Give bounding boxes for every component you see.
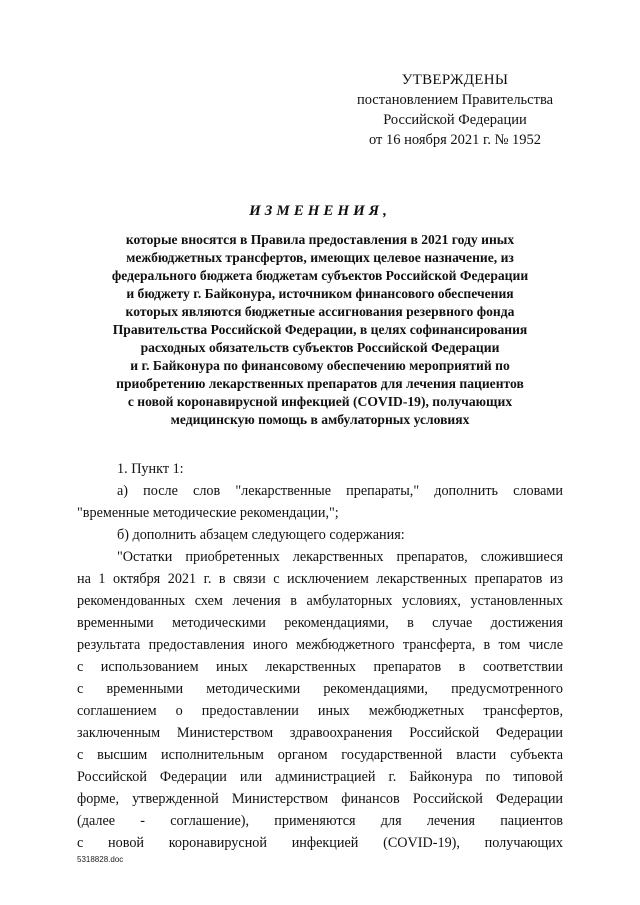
body-line: соглашением о предоставлении иных межбюджетных трансфертов, <box>77 703 563 719</box>
body-line: "временные методические рекомендации,"; <box>77 505 339 521</box>
approval-line-3: Российской Федерации <box>383 112 527 128</box>
subtitle-line: межбюджетных трансфертов, имеющих целевое назначение, из <box>126 250 514 265</box>
approval-date-number: от 16 ноября 2021 г. № 1952 <box>368 132 542 148</box>
body-line: с высшим исполнительным органом государственной власти субъекта <box>77 747 563 763</box>
body-line: Российской Федерации или администрацией г. Байконура по типовой <box>77 769 563 785</box>
body-line: заключенным Министерством здравоохранения Российской Федерации <box>77 725 563 741</box>
body-line: а) после слов "лекарственные препараты," дополнить словами <box>117 483 563 499</box>
body-line: результата предоставления иного межбюджетного трансферта, в том числе <box>77 637 563 653</box>
document-subtitle <box>70 231 570 429</box>
document-title: ИЗМЕНЕНИЯ, <box>249 203 391 219</box>
document-body <box>77 458 563 854</box>
body-line: на 1 октября 2021 г. в связи с исключением лекарственных препаратов из <box>77 571 563 587</box>
body-line: с новой коронавирусной инфекцией (COVID-19), получающих <box>77 835 563 851</box>
subtitle-line: приобретению лекарственных препаратов для лечения пациентов <box>116 376 524 391</box>
body-line: "Остатки приобретенных лекарственных препаратов, сложившиеся <box>117 549 563 565</box>
body-line: 1. Пункт 1: <box>117 461 184 477</box>
subtitle-line: и г. Байконура по финансовому обеспечению мероприятий по <box>130 358 510 373</box>
body-line: с временными методическими рекомендациями, предусмотренного <box>77 681 563 697</box>
subtitle-line: расходных обязательств субъектов Российской Федерации <box>140 340 500 355</box>
subtitle-line: и бюджету г. Байконура, источником финансового обеспечения <box>126 286 514 301</box>
approval-heading: УТВЕРЖДЕНЫ <box>401 72 509 88</box>
body-line: временными методическими рекомендациями, в случае достижения <box>77 615 563 631</box>
subtitle-line: Правительства Российской Федерации, в целях софинансирования <box>112 322 528 337</box>
subtitle-line: медицинскую помощь в амбулаторных условиях <box>170 412 470 427</box>
body-line: форме, утвержденной Министерством финансов Российской Федерации <box>77 791 563 807</box>
approval-line-2: постановлением Правительства <box>356 92 554 108</box>
subtitle-line: которые вносятся в Правила предоставления в 2021 году иных <box>125 232 515 247</box>
body-line: рекомендованных схем лечения в амбулаторных условиях, установленных <box>77 593 563 609</box>
body-line: с использованием иных лекарственных препаратов в соответствии <box>77 659 563 675</box>
body-line: (далее - соглашение), применяются для лечения пациентов <box>77 813 563 829</box>
subtitle-line: которых являются бюджетные ассигнования резервного фонда <box>125 304 515 319</box>
subtitle-line: с новой коронавирусной инфекцией (COVID-19), получающих <box>127 394 513 409</box>
body-line: б) дополнить абзацем следующего содержания: <box>117 527 405 543</box>
file-name-footer: 5318828.doc <box>77 855 124 864</box>
subtitle-line: федерального бюджета бюджетам субъектов Российской Федерации <box>111 268 529 283</box>
approval-block <box>330 70 580 150</box>
